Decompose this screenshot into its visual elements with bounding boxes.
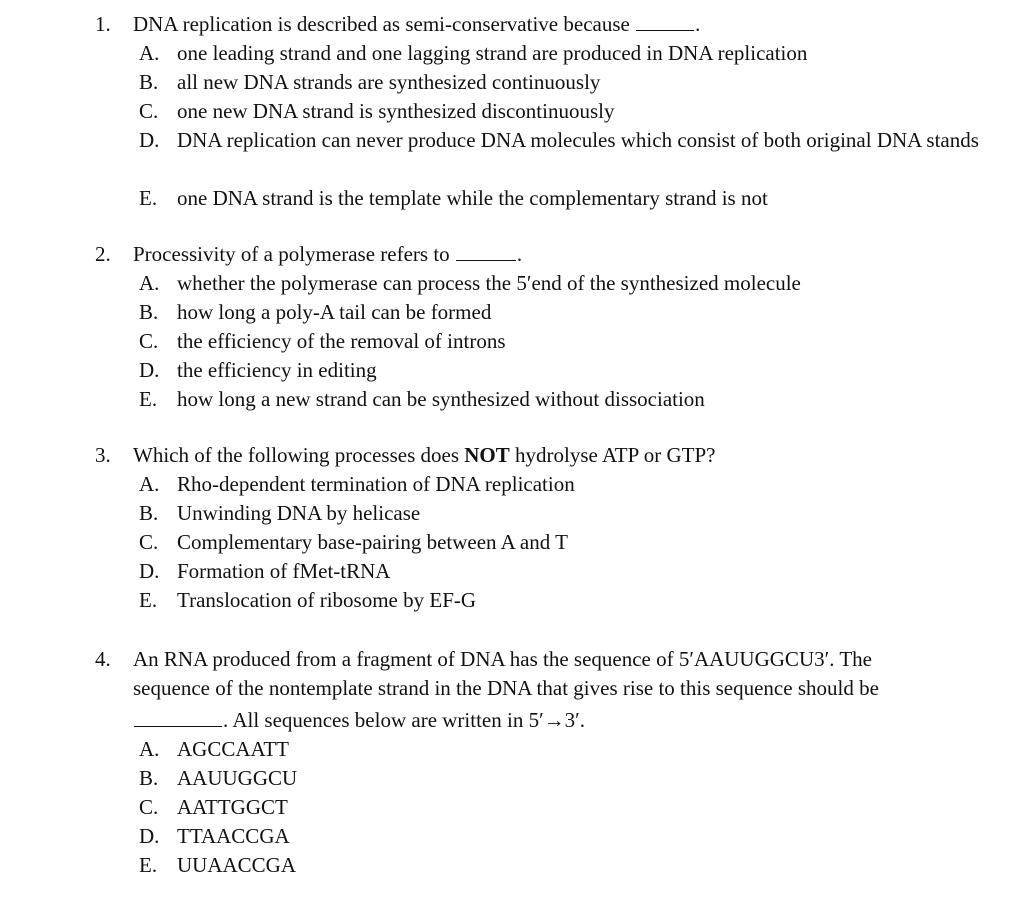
question-stem-line-3-text: . All sequences below are written in 5′→3′.: [223, 708, 586, 732]
option-e: [0, 851, 1024, 880]
question-stem-row: [0, 10, 1024, 39]
option-letter: D.: [139, 128, 160, 152]
option-a: [0, 269, 1024, 298]
option-text: Formation of fMet-tRNA: [177, 559, 391, 583]
option-letter: B.: [139, 70, 159, 94]
option-text: AAUUGGCU: [177, 766, 298, 790]
option-text: AATTGGCT: [177, 795, 288, 819]
option-d: [0, 557, 1024, 586]
option-letter: A.: [139, 472, 160, 496]
option-text: TTAACCGA: [177, 824, 290, 848]
question-stem-row: [0, 441, 1024, 470]
option-d: [0, 126, 1024, 184]
option-letter: D.: [139, 559, 160, 583]
option-letter: D.: [139, 824, 160, 848]
option-text: one leading strand and one lagging strand are produced in DNA replication: [177, 41, 808, 65]
option-text: UUAACCGA: [177, 853, 297, 877]
option-text: all new DNA strands are synthesized continuously: [177, 70, 601, 94]
option-c: [0, 97, 1024, 126]
option-e: [0, 385, 1024, 414]
option-letter: A.: [139, 737, 160, 761]
question-stem-end: .: [695, 12, 701, 36]
option-text: AGCCAATT: [177, 737, 290, 761]
question-1: [0, 10, 1024, 213]
question-stem-row: [0, 703, 1024, 735]
option-e: [0, 184, 1024, 213]
option-letter: C.: [139, 99, 159, 123]
answer-blank: [456, 240, 516, 261]
question-stem: [133, 10, 1004, 39]
question-number: 2.: [95, 242, 111, 266]
question-stem-emphasis: NOT: [464, 443, 510, 467]
option-letter: E.: [139, 186, 158, 210]
option-letter: C.: [139, 329, 159, 353]
option-letter: E.: [139, 387, 158, 411]
option-text: the efficiency of the removal of introns: [177, 329, 506, 353]
question-stem-row: [0, 645, 1024, 674]
option-text: Translocation of ribosome by EF-G: [177, 588, 477, 612]
option-b: [0, 764, 1024, 793]
question-stem-line-1: An RNA produced from a fragment of DNA has the sequence of 5′AAUUGGCU3′. The: [133, 647, 872, 671]
question-number: 4.: [95, 647, 111, 671]
option-text: the efficiency in editing: [177, 358, 377, 382]
option-b: [0, 298, 1024, 327]
option-text: how long a new strand can be synthesized without dissociation: [177, 387, 705, 411]
question-stem-end: .: [516, 242, 523, 266]
option-text: Unwinding DNA by helicase: [177, 501, 421, 525]
option-text: DNA replication can never produce DNA molecules which consist of both original DNA stands: [177, 128, 979, 152]
question-stem-text: Processivity of a polymerase refers to: [133, 242, 450, 266]
option-letter: B.: [139, 501, 159, 525]
option-text: whether the polymerase can process the 5′end of the synthesized molecule: [177, 271, 801, 295]
question-4: [0, 645, 1024, 880]
option-letter: C.: [139, 530, 159, 554]
option-text: how long a poly-A tail can be formed: [177, 300, 492, 324]
option-text: Rho-dependent termination of DNA replication: [177, 472, 575, 496]
question-2: [0, 240, 1024, 414]
option-letter: E.: [139, 588, 158, 612]
question-number: 1.: [95, 12, 111, 36]
option-b: [0, 68, 1024, 97]
option-c: [0, 528, 1024, 557]
option-letter: E.: [139, 853, 158, 877]
question-3: [0, 441, 1024, 615]
option-d: [0, 356, 1024, 385]
question-stem-after: hydrolyse ATP or GTP?: [515, 443, 716, 467]
option-text: one new DNA strand is synthesized discontinuously: [177, 99, 615, 123]
answer-blank: [134, 706, 222, 727]
option-letter: C.: [139, 795, 159, 819]
option-letter: B.: [139, 766, 159, 790]
question-number: 3.: [95, 443, 111, 467]
question-stem: [133, 240, 1004, 269]
option-letter: A.: [139, 271, 160, 295]
question-stem-row: [0, 240, 1024, 269]
option-text: Complementary base-pairing between A and T: [177, 530, 568, 554]
option-c: [0, 327, 1024, 356]
option-text: one DNA strand is the template while the complementary strand is not: [177, 186, 768, 210]
question-stem-row: [0, 674, 1024, 703]
question-stem-line-3: [133, 706, 1004, 735]
option-b: [0, 499, 1024, 528]
option-a: [0, 39, 1024, 68]
question-stem-line-2: sequence of the nontemplate strand in the DNA that gives rise to this sequence should be: [133, 676, 879, 700]
option-letter: B.: [139, 300, 159, 324]
option-c: [0, 793, 1024, 822]
option-letter: D.: [139, 358, 160, 382]
question-stem-text: DNA replication is described as semi-conservative because: [133, 12, 630, 36]
option-letter: A.: [139, 41, 160, 65]
option-e: [0, 586, 1024, 615]
option-a: [0, 735, 1024, 764]
question-stem-before: Which of the following processes does: [133, 443, 460, 467]
question-stem: [133, 441, 1004, 470]
option-d: [0, 822, 1024, 851]
answer-blank: [636, 10, 694, 31]
option-a: [0, 470, 1024, 499]
